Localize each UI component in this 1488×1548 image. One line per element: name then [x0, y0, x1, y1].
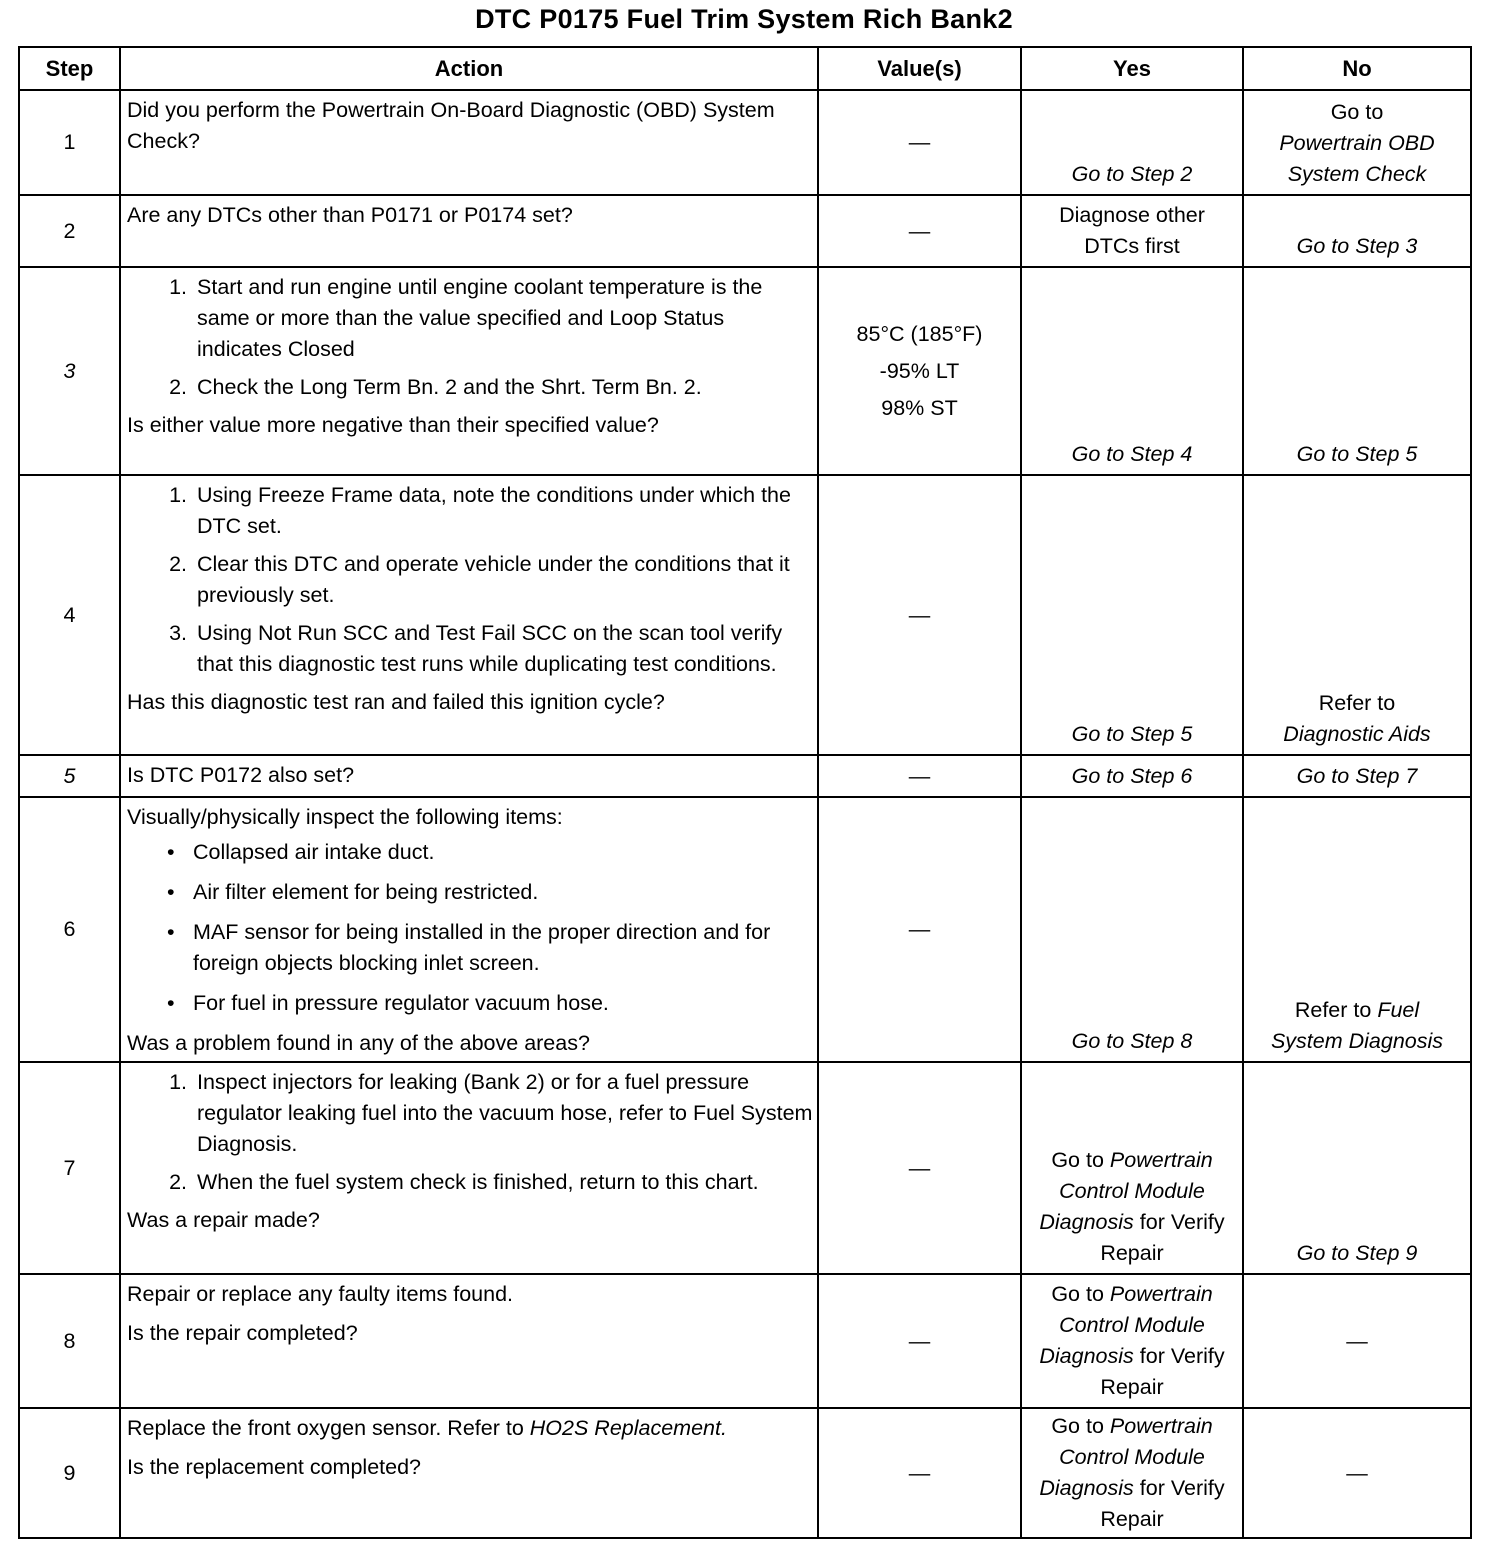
no-cell — [1243, 475, 1471, 755]
list-item: 1. Using Freeze Frame data, note the conditions under which the DTC set. — [193, 480, 813, 542]
list-item: • Collapsed air intake duct. — [167, 837, 813, 868]
procedure-link[interactable]: Powertrain Control Module Diagnosis — [1039, 1148, 1213, 1234]
procedure-link[interactable]: Powertrain Control Module Diagnosis — [1039, 1414, 1213, 1500]
value-cell: — — [818, 90, 1021, 195]
step-number: 1 — [19, 90, 120, 195]
bullet-icon: • — [167, 920, 175, 944]
action-text: Repair or replace any faulty items found. — [127, 1282, 514, 1306]
table-row — [19, 90, 1471, 195]
procedure-link[interactable]: HO2S Replacement. — [529, 1416, 727, 1440]
no-cell — [1243, 755, 1471, 797]
action-text: Are any DTCs other than P0171 or P0174 set? — [127, 203, 573, 227]
table-row — [19, 475, 1471, 755]
value-cell: — — [818, 1408, 1021, 1538]
procedure-link[interactable]: Diagnostic Aids — [1283, 722, 1431, 746]
value-cell: — — [818, 475, 1021, 755]
action-cell — [120, 797, 818, 1062]
yes-text: Diagnose other DTCs first — [1059, 203, 1205, 258]
list-item: 1. Inspect injectors for leaking (Bank 2) or for a fuel pressure regulator leaking fuel into the vacuum hose, refer to Fuel System Diagnosis. — [193, 1067, 813, 1160]
value-cell: — — [818, 1274, 1021, 1408]
action-cell — [120, 90, 818, 195]
page-title: DTC P0175 Fuel Trim System Rich Bank2 — [475, 4, 1013, 34]
no-prefix: Go to — [1330, 100, 1384, 124]
step-number: 2 — [19, 195, 120, 267]
action-cell — [120, 195, 818, 267]
table-row — [19, 797, 1471, 1062]
value-cell: — — [818, 195, 1021, 267]
no-cell — [1243, 267, 1471, 475]
step-link[interactable]: Go to Step 9 — [1296, 1241, 1418, 1265]
step-number: 7 — [19, 1062, 120, 1274]
header-row — [19, 47, 1471, 90]
header-no: No — [1243, 47, 1471, 90]
question-text: Is the repair completed? — [127, 1321, 358, 1345]
list-item: • MAF sensor for being installed in the proper direction and for foreign objects blocking inlet screen. — [167, 917, 813, 979]
no-cell: — — [1243, 1408, 1471, 1538]
table-row — [19, 1274, 1471, 1408]
list-item: • Air filter element for being restricted. — [167, 877, 813, 908]
question-text: Is either value more negative than their specified value? — [127, 413, 659, 437]
value-cell: — — [818, 797, 1021, 1062]
bullet-icon: • — [167, 840, 175, 864]
question-text: Was a problem found in any of the above areas? — [127, 1031, 590, 1055]
table-row — [19, 1062, 1471, 1274]
value-cell — [818, 267, 1021, 475]
action-cell — [120, 1274, 818, 1408]
list-item: 2. When the fuel system check is finished, return to this chart. — [193, 1167, 813, 1198]
header-yes: Yes — [1021, 47, 1243, 90]
list-item: 2. Clear this DTC and operate vehicle under the conditions that it previously set. — [193, 549, 813, 611]
no-cell — [1243, 797, 1471, 1062]
step-number: 8 — [19, 1274, 120, 1408]
no-prefix: Refer to — [1294, 998, 1372, 1022]
question-text: Has this diagnostic test ran and failed this ignition cycle? — [127, 690, 665, 714]
procedure-link[interactable]: Powertrain Control Module Diagnosis — [1039, 1282, 1213, 1368]
step-number: 9 — [19, 1408, 120, 1538]
yes-cell — [1021, 267, 1243, 475]
list-item: 2. Check the Long Term Bn. 2 and the Shrt. Term Bn. 2. — [193, 372, 813, 403]
no-cell: — — [1243, 1274, 1471, 1408]
yes-cell: Go to Powertrain Control Module Diagnosis for Verify Repair — [1021, 1274, 1243, 1408]
step-link[interactable]: Go to Step 5 — [1071, 722, 1193, 746]
table-row — [19, 267, 1471, 475]
value-long-term: -95% LT — [879, 358, 960, 383]
step-link[interactable]: Go to Step 7 — [1296, 763, 1418, 788]
list-item: • For fuel in pressure regulator vacuum hose. — [167, 988, 813, 1019]
yes-cell — [1021, 195, 1243, 267]
yes-cell — [1021, 755, 1243, 797]
value-short-term: 98% ST — [881, 395, 958, 420]
action-text: Replace the front oxygen sensor. Refer to HO2S Replacement. — [127, 1416, 727, 1440]
yes-cell: Go to Powertrain Control Module Diagnosis for Verify Repair — [1021, 1062, 1243, 1274]
yes-cell — [1021, 475, 1243, 755]
bullet-icon: • — [167, 880, 175, 904]
header-step: Step — [19, 47, 120, 90]
step-link[interactable]: Go to Step 6 — [1071, 763, 1193, 788]
procedure-link[interactable]: Fuel — [1377, 998, 1420, 1022]
step-link[interactable]: Go to Step 8 — [1071, 1029, 1193, 1053]
question-text: Is the replacement completed? — [127, 1455, 421, 1479]
action-text: Did you perform the Powertrain On-Board Diagnostic (OBD) System Check? — [127, 98, 775, 153]
action-list — [127, 272, 813, 403]
yes-cell: Go to Powertrain Control Module Diagnosis for Verify Repair — [1021, 1408, 1243, 1538]
action-list — [127, 1067, 813, 1198]
action-cell — [120, 1408, 818, 1538]
action-cell — [120, 755, 818, 797]
step-link[interactable]: Go to Step 5 — [1296, 442, 1418, 466]
action-text: Is DTC P0172 also set? — [127, 762, 355, 787]
action-list — [127, 480, 813, 680]
step-link[interactable]: Go to Step 3 — [1296, 234, 1418, 258]
table-row — [19, 195, 1471, 267]
step-link[interactable]: Go to Step 4 — [1071, 442, 1193, 466]
header-action: Action — [120, 47, 818, 90]
procedure-link[interactable]: Powertrain OBD System Check — [1279, 131, 1435, 186]
table-row — [19, 755, 1471, 797]
no-cell — [1243, 90, 1471, 195]
value-cell: — — [818, 755, 1021, 797]
procedure-link[interactable]: System Diagnosis — [1270, 1029, 1444, 1053]
no-cell — [1243, 195, 1471, 267]
bullet-icon: • — [167, 991, 175, 1015]
action-cell — [120, 1062, 818, 1274]
value-temperature: 85°C (185°F) — [856, 321, 983, 346]
header-values: Value(s) — [818, 47, 1021, 90]
yes-cell — [1021, 90, 1243, 195]
yes-cell — [1021, 797, 1243, 1062]
action-cell — [120, 267, 818, 475]
value-cell: — — [818, 1062, 1021, 1274]
table-row — [19, 1408, 1471, 1538]
action-cell — [120, 475, 818, 755]
step-number: 3 — [19, 267, 120, 475]
step-number: 4 — [19, 475, 120, 755]
diagnostic-table — [18, 46, 1472, 1539]
no-prefix: Refer to — [1318, 691, 1396, 715]
question-text: Was a repair made? — [127, 1208, 320, 1232]
list-item: 3. Using Not Run SCC and Test Fail SCC on the scan tool verify that this diagnostic test runs while duplicating test conditions. — [193, 618, 813, 680]
no-cell — [1243, 1062, 1471, 1274]
inspection-list — [127, 837, 813, 1019]
list-item: 1. Start and run engine until engine coolant temperature is the same or more than the value specified and Loop Status indicates Closed — [193, 272, 813, 365]
step-link[interactable]: Go to Step 2 — [1071, 162, 1193, 186]
step-number: 5 — [19, 755, 120, 797]
intro-text: Visually/physically inspect the following items: — [127, 805, 563, 829]
step-number: 6 — [19, 797, 120, 1062]
